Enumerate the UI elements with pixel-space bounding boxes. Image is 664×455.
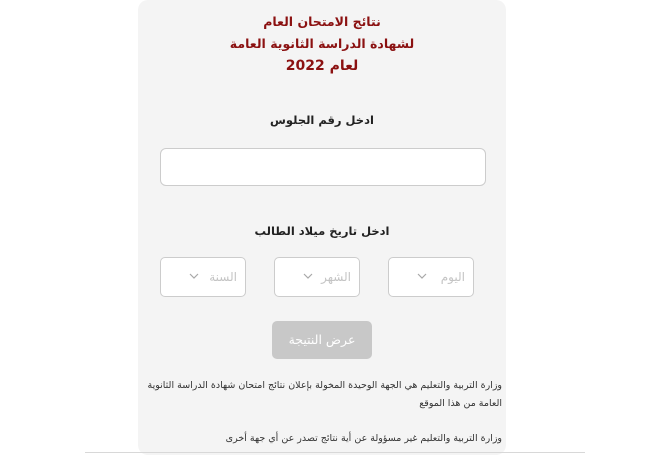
year-select-placeholder: السنة (209, 270, 237, 284)
disclaimer-notice: وزارة التربية والتعليم غير مسؤولة عن أية نتائج تصدر عن أي جهة أخرى (225, 433, 502, 444)
title-line-1: نتائج الامتحان العام (263, 14, 381, 29)
seat-number-label: ادخل رقم الجلوس (270, 113, 374, 127)
show-result-button[interactable]: عرض النتيجة (272, 321, 372, 359)
results-card (138, 0, 506, 455)
ministry-notice: وزارة التربية والتعليم هي الجهة الوحيدة المخولة بإعلان نتائج امتحان شهادة الدراسة الثانوية العامة من هذا الموقع (147, 380, 502, 409)
month-select[interactable] (274, 257, 360, 297)
month-select-placeholder: الشهر (321, 270, 351, 284)
title-line-2: لشهادة الدراسة الثانوية العامة (229, 36, 415, 51)
divider (85, 452, 585, 453)
title-line-3: لعام 2022 (285, 58, 359, 74)
birth-date-label: ادخل تاريخ ميلاد الطالب (254, 224, 390, 238)
year-select[interactable] (160, 257, 246, 297)
chevron-down-icon (301, 269, 315, 283)
chevron-down-icon (415, 269, 429, 283)
day-select-placeholder: اليوم (440, 270, 465, 284)
seat-number-input[interactable] (160, 148, 486, 186)
chevron-down-icon (187, 269, 201, 283)
day-select[interactable] (388, 257, 474, 297)
